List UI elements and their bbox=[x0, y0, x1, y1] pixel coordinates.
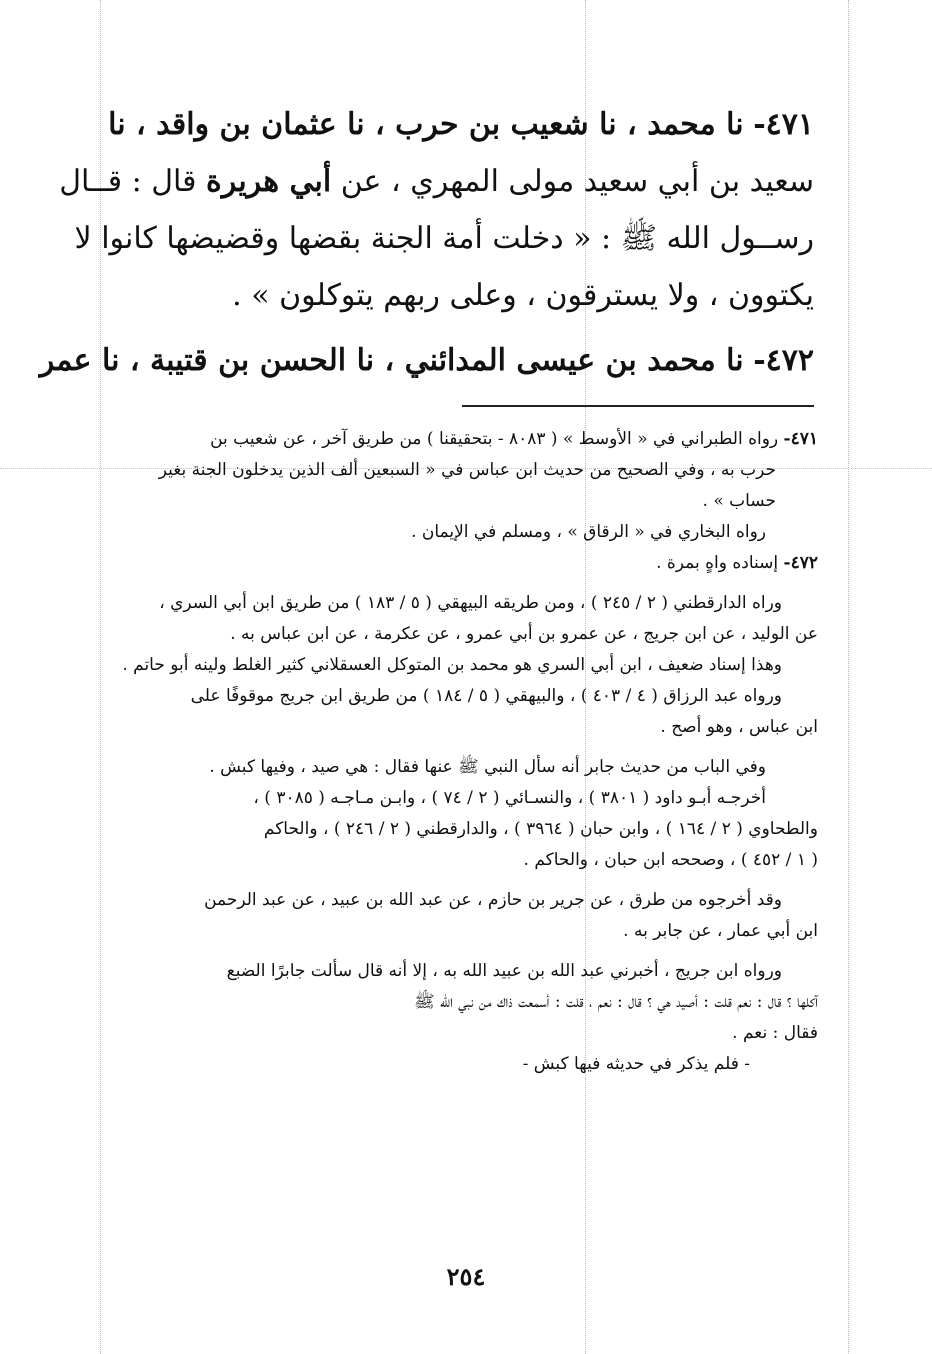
hadith-472-line-1: ٤٧٢- نا محمد بن عيسى المدائني ، نا الحسن بن قتيبة ، نا عمر bbox=[39, 343, 814, 378]
footnote-472-line-8: أخرجـه أبـو داود ( ٣٨٠١ ) ، والنسـائي ( ٢ / ٧٤ ) ، وابـن مـاجـه ( ٣٠٨٥ ) ، bbox=[253, 788, 766, 808]
page-number: ٢٥٤ bbox=[446, 1262, 486, 1291]
footnote-472-line-14: آكلها ؟ قال : نعم قلت : أصيد هي ؟ قال : نعم ، قلت : أسمعت ذاك من نبي الله ﷺ bbox=[414, 992, 818, 1012]
hadith-471-line-2: سعيد بن أبي سعيد مولى المهري ، عن أبي هريرة قال : قــال bbox=[59, 164, 814, 199]
footnote-472-number: ٤٧٢- bbox=[783, 553, 818, 573]
footnote-472-line-15: فقال : نعم . bbox=[732, 1023, 818, 1043]
footnote-472-line-1: ٤٧٢- إسناده واهٍ بمرة . bbox=[656, 553, 818, 573]
scan-guide-line-right bbox=[848, 0, 849, 1354]
footnote-472-line-6: ابن عباس ، وهو أصح . bbox=[660, 717, 818, 737]
hadith-471-number: ٤٧١- bbox=[753, 107, 814, 142]
footnote-471-line-2: حرب به ، وفي الصحيح من حديث ابن عباس في « السبعين ألف الذين يدخلون الجنة بغير bbox=[158, 460, 776, 480]
footnote-472-line-9: والطحاوي ( ٢ / ١٦٤ ) ، وابن حبان ( ٣٩٦٤ ) ، والدارقطني ( ٢ / ٢٤٦ ) ، والحاكم bbox=[263, 819, 818, 839]
footnote-471-number: ٤٧١- bbox=[783, 429, 818, 449]
main-text bbox=[39, 96, 814, 389]
footnote-472-line-3: عن الوليد ، عن ابن جريج ، عن عمرو بن أبي عمرو ، عن عكرمة ، عن ابن عباس به . bbox=[230, 624, 818, 644]
footnote-472-line-13: ورواه ابن جريج ، أخبرني عبد الله بن عبيد الله به ، إلا أنه قال سألت جابرًا الضبع bbox=[226, 961, 782, 981]
hadith-472-number: ٤٧٢- bbox=[753, 343, 814, 378]
footnote-472-line-10: ( ١ / ٤٥٢ ) ، وصححه ابن حبان ، والحاكم . bbox=[523, 850, 818, 870]
footnotes bbox=[106, 424, 818, 1080]
footnote-472-line-12: ابن أبي عمار ، عن جابر به . bbox=[623, 921, 818, 941]
narrator-name: أبي هريرة bbox=[206, 164, 332, 199]
hadith-471-line-3: رســول الله ﷺ : « دخلت أمة الجنة بقضها وقضيضها كانوا لا bbox=[74, 221, 814, 256]
footnote-471-line-1: ٤٧١- رواه الطبراني في « الأوسط » ( ٨٠٨٣ - بتحقيقنا ) من طريق آخر ، عن شعيب بن bbox=[210, 429, 818, 449]
footnote-472-line-5: ورواه عبد الرزاق ( ٤ / ٤٠٣ ) ، والبيهقي ( ٥ / ١٨٤ ) من طريق ابن جريج موقوفًا على bbox=[190, 686, 782, 706]
footnote-472-line-7: وفي الباب من حديث جابر أنه سأل النبي ﷺ عنها فقال : هي صيد ، وفيها كبش . bbox=[209, 757, 766, 777]
footnote-471-line-4: رواه البخاري في « الرقاق » ، ومسلم في الإيمان . bbox=[411, 522, 766, 542]
footnote-472-line-4: وهذا إسناد ضعيف ، ابن أبي السري هو محمد بن المتوكل العسقلاني كثير الغلط ولينه أبو حاتم . bbox=[122, 655, 782, 675]
footnote-471-line-3: حساب » . bbox=[702, 491, 776, 511]
footnote-472-line-2: وراه الدارقطني ( ٢ / ٢٤٥ ) ، ومن طريقه البيهقي ( ٥ / ١٨٣ ) من طريق ابن أبي السري ، bbox=[159, 593, 782, 613]
footnote-separator bbox=[462, 405, 814, 407]
footnote-472-line-11: وقد أخرجوه من طرق ، عن جرير بن حازم ، عن عبد الله بن عبيد ، عن عبد الرحمن bbox=[204, 890, 782, 910]
hadith-471-line-1: ٤٧١- نا محمد ، نا شعيب بن حرب ، نا عثمان بن واقد ، نا bbox=[108, 107, 814, 142]
hadith-471-line-4: يكتوون ، ولا يسترقون ، وعلى ربهم يتوكلون » . bbox=[232, 278, 814, 313]
footnote-472-line-16: - فلم يذكر في حديثه فيها كبش - bbox=[522, 1054, 750, 1074]
